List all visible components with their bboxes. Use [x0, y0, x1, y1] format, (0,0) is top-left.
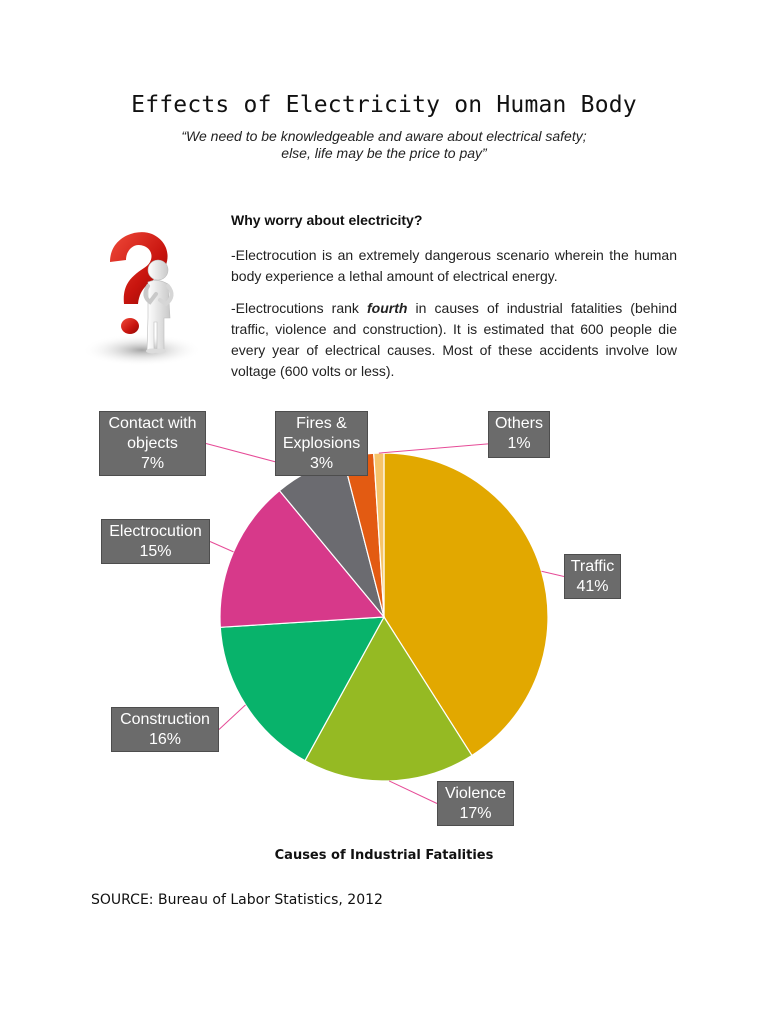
callout-value: 1%: [507, 435, 531, 452]
quote-line-2: else, life may be the price to pay”: [281, 145, 487, 161]
page-title: Effects of Electricity on Human Body: [131, 92, 637, 118]
source-note: SOURCE: Bureau of Labor Statistics, 2012: [91, 892, 383, 908]
chart-title: Causes of Industrial Fatalities: [274, 848, 494, 863]
callout-label: Others: [494, 415, 543, 432]
leader-line-traffic: [541, 571, 564, 576]
callout-label: Electrocution: [109, 523, 202, 540]
callout-electrocution: [101, 519, 210, 564]
callout-value: 3%: [309, 455, 334, 472]
callout-value: 7%: [140, 455, 165, 472]
callout-value: 17%: [459, 805, 492, 822]
quote-line-1: “We need to be knowledgeable and aware about electrical safety;: [181, 128, 587, 144]
callout-label: Construction: [120, 711, 210, 728]
callout-traffic: [564, 554, 621, 599]
callout-others: [488, 411, 550, 458]
callout-label: Contact with objects: [108, 415, 197, 452]
leader-line-violence: [389, 781, 437, 804]
callout-contact-with-objects: [99, 411, 206, 476]
callout-label: Traffic: [570, 558, 615, 575]
paragraph-2-emphasis: fourth: [367, 300, 408, 316]
pie-slices: [220, 453, 548, 781]
callout-construction: [111, 707, 219, 752]
leader-line-others: [379, 444, 488, 453]
callout-fires-explosions: [275, 411, 368, 476]
paragraph-1: -Electrocution is an extremely dangerous scenario wherein the human body experience a lethal amount of electrical energy.: [231, 247, 677, 284]
leader-line-construction: [219, 705, 246, 730]
paragraph-2-after: in causes of industrial fatalities (behind traffic, violence and construction). It is estimated that 600 people die every year of electrical causes. Most of these accidents involve low voltage (600 volts or less).: [231, 300, 678, 379]
callout-label: Fires & Explosions: [282, 415, 361, 452]
callout-value: 41%: [576, 578, 609, 595]
leader-line-electrocution: [210, 542, 233, 552]
callout-value: 15%: [139, 543, 172, 560]
section-heading: Why worry about electricity?: [231, 212, 423, 228]
callout-violence: [437, 781, 514, 826]
callout-label: Violence: [444, 785, 507, 802]
paragraph-2-before: -Electrocutions rank: [231, 300, 368, 316]
callout-value: 16%: [148, 731, 182, 748]
